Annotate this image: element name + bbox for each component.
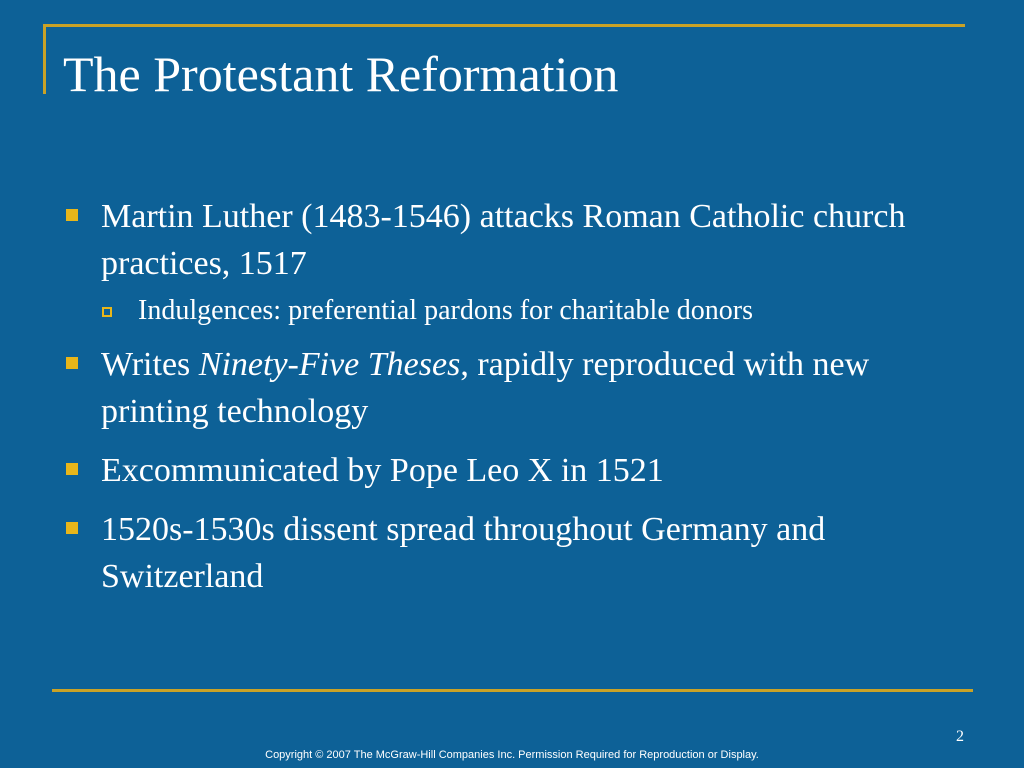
bullet-item: [66, 193, 966, 287]
slide-title: The Protestant Reformation: [63, 46, 619, 102]
book-title: Ninety-Five Theses: [198, 346, 461, 383]
bullet-text: 1520s-1530s dissent spread throughout Germany and Switzerland: [101, 511, 826, 595]
square-bullet-icon: [66, 463, 78, 475]
hollow-square-bullet-icon: [102, 307, 112, 317]
bullet-text: Excommunicated by Pope Leo X in 1521: [101, 452, 664, 489]
bullet-text-suffix: , rapidly reproduced with new printing technology: [101, 346, 870, 430]
bullet-item: [66, 447, 966, 494]
copyright-notice: Copyright © 2007 The McGraw-Hill Companies Inc. Permission Required for Reproduction or Display.: [265, 749, 759, 761]
bullet-list: [66, 193, 966, 612]
page-number: 2: [956, 728, 964, 745]
bullet-item: [66, 341, 966, 435]
square-bullet-icon: [66, 209, 78, 221]
title-frame-left-line: [43, 24, 46, 94]
footer-divider: [52, 689, 973, 692]
sub-bullet-text: Indulgences: preferential pardons for charitable donors: [138, 295, 753, 326]
square-bullet-icon: [66, 357, 78, 369]
square-bullet-icon: [66, 522, 78, 534]
bullet-item: [66, 506, 966, 600]
title-frame-top-line: [43, 24, 965, 27]
bullet-text: Martin Luther (1483-1546) attacks Roman Catholic church practices, 1517: [101, 198, 906, 282]
sub-bullet-item: [66, 291, 966, 331]
bullet-text-prefix: Writes: [101, 346, 199, 383]
